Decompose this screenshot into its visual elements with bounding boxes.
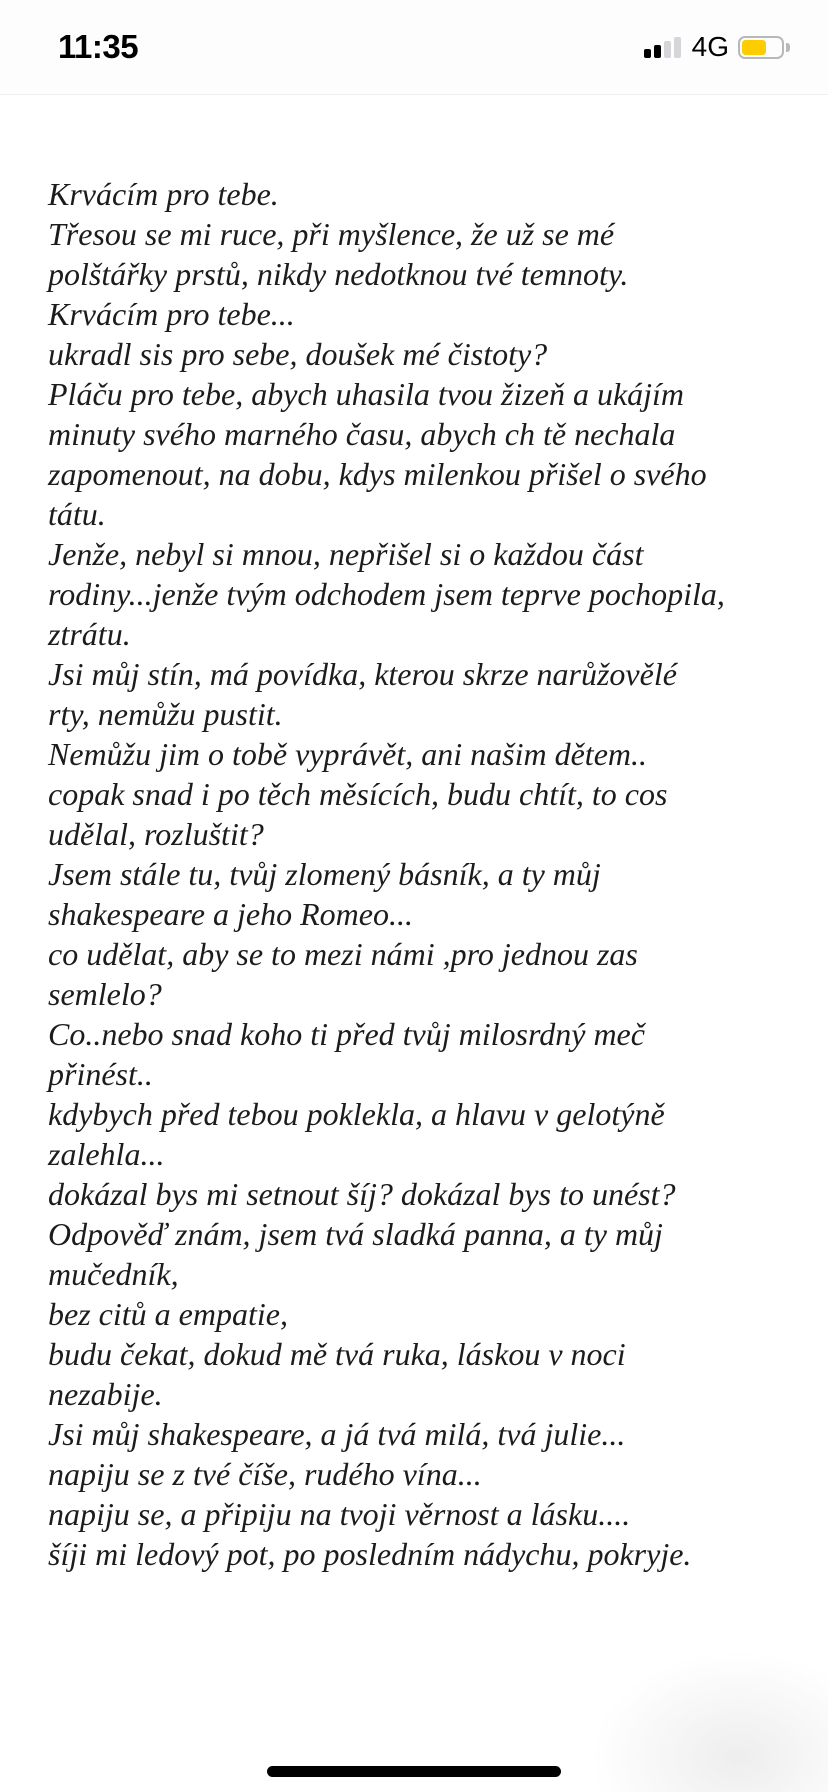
status-right-cluster	[644, 31, 790, 63]
signal-bar	[654, 45, 661, 58]
poem-line: tátu.	[48, 496, 106, 532]
poem-line: rty, nemůžu pustit.	[48, 696, 283, 732]
poem-line: Nemůžu jim o tobě vyprávět, ani našim dětem..	[48, 736, 647, 772]
poem-line: šíji mi ledový pot, po posledním nádychu, pokryje.	[48, 1536, 692, 1572]
cellular-signal-icon	[644, 37, 681, 58]
poem-line: Krvácím pro tebe.	[48, 176, 279, 212]
corner-shadow	[578, 1642, 828, 1792]
status-time: 11:35	[58, 28, 139, 65]
poem-line: semlelo?	[48, 976, 162, 1012]
poem-line: bez citů a empatie,	[48, 1296, 288, 1332]
poem-line: budu čekat, dokud mě tvá ruka, láskou v noci	[48, 1336, 626, 1372]
battery-icon	[738, 36, 790, 59]
signal-bar	[674, 37, 681, 58]
poem-line: přinést..	[48, 1056, 153, 1092]
poem-line: co udělat, aby se to mezi námi ,pro jednou zas	[48, 936, 638, 972]
status-bar	[0, 0, 828, 95]
poem-line: shakespeare a jeho Romeo...	[48, 896, 413, 932]
network-type-label: 4G	[691, 31, 729, 62]
poem-line: mučedník,	[48, 1256, 179, 1292]
signal-bar	[644, 49, 651, 58]
poem-line: dokázal bys mi setnout šíj? dokázal bys to unést?	[48, 1176, 676, 1212]
poem-line: Pláču pro tebe, abych uhasila tvou žizeň a ukájím	[48, 376, 685, 412]
poem-line: napiju se z tvé číše, rudého vína...	[48, 1456, 482, 1492]
poem-line: rodiny...jenže tvým odchodem jsem teprve pochopila,	[48, 576, 725, 612]
poem-line: Třesou se mi ruce, při myšlence, že už se mé	[48, 216, 615, 252]
poem-line: polštářky prstů, nikdy nedotknou tvé temnoty.	[48, 256, 629, 292]
battery-nub	[786, 43, 790, 52]
poem-line: ztrátu.	[48, 616, 131, 652]
poem-line: Jenže, nebyl si mnou, nepřišel si o každou část	[48, 536, 644, 572]
poem-line: napiju se, a připiju na tvoji věrnost a lásku....	[48, 1496, 631, 1532]
poem-line: copak snad i po těch měsících, budu chtít, to cos	[48, 776, 668, 812]
battery-body	[738, 36, 784, 59]
poem-line: kdybych před tebou poklekla, a hlavu v gelotýně	[48, 1096, 665, 1132]
poem-line: Odpověď znám, jsem tvá sladká panna, a ty můj	[48, 1216, 663, 1252]
home-indicator[interactable]	[267, 1766, 561, 1777]
poem-line: Krvácím pro tebe...	[48, 296, 295, 332]
poem-line: ukradl sis pro sebe, doušek mé čistoty?	[48, 336, 548, 372]
signal-bar	[664, 41, 671, 58]
poem-line: Jsem stále tu, tvůj zlomený básník, a ty můj	[48, 856, 601, 892]
poem-line: Jsi můj stín, má povídka, kterou skrze narůžovělé	[48, 656, 677, 692]
poem-line: zalehla...	[48, 1136, 165, 1172]
poem-line: minuty svého marného času, abych ch tě nechala	[48, 416, 676, 452]
battery-fill	[742, 40, 766, 55]
poem-line: nezabije.	[48, 1376, 163, 1412]
poem-line: udělal, rozluštit?	[48, 816, 264, 852]
poem-text[interactable]	[48, 174, 792, 1574]
poem-line: Co..nebo snad koho ti před tvůj milosrdný meč	[48, 1016, 645, 1052]
poem-line: Jsi můj shakespeare, a já tvá milá, tvá julie...	[48, 1416, 626, 1452]
poem-line: zapomenout, na dobu, kdys milenkou přišel o svého	[48, 456, 707, 492]
